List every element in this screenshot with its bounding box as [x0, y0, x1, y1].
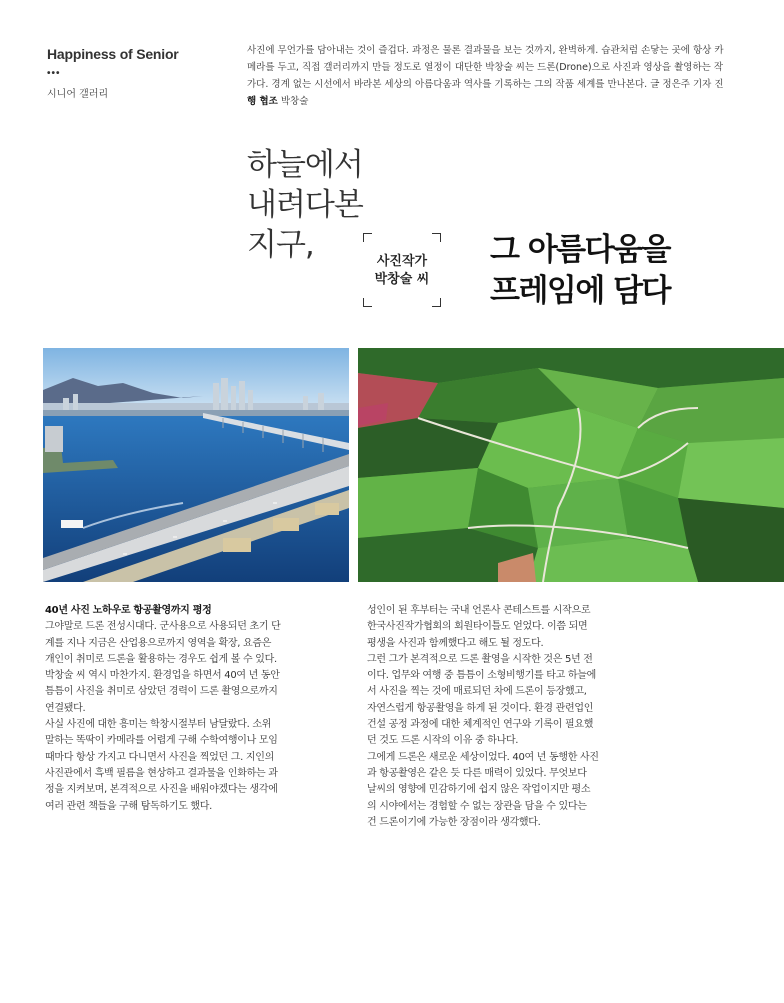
article-line: 때마다 항상 가지고 다니면서 사진을 찍었던 그. 지인의 — [45, 751, 274, 763]
article-line: 성인이 된 후부터는 국내 언론사 콘테스트를 시작으로 — [367, 605, 591, 616]
headline-line: 지구, — [247, 227, 314, 263]
section-dots: ••• — [47, 68, 61, 79]
article-heading: 40년 사진 노하우로 항공촬영까지 평정 — [45, 605, 212, 616]
intro-credit-name: 박창술 — [277, 96, 309, 107]
bracket-corner — [432, 298, 441, 307]
headline — [247, 145, 363, 265]
article-line: 이다. 업무와 여행 중 틈틈이 소형비행기를 타고 하늘에 — [367, 670, 596, 682]
article-column-right — [367, 603, 665, 831]
article-line: 그에게 드론은 새로운 세상이었다. 40여 년 동행한 사진 — [367, 751, 599, 763]
section-title: Happiness of Senior — [47, 46, 179, 62]
headline-line: 하늘에서 — [247, 147, 363, 183]
intro-line: 메라를 두고, 직접 갤러리까지 만들 정도로 열정이 대단한 박창술 씨는 드론(Drone)으로 사진과 영상을 촬영하는 작 — [247, 62, 724, 73]
intro-line: 사진에 무언가를 담아내는 것이 즐겁다. 과정은 물론 결과물을 보는 것까지, 완벽하게. 습관처럼 손닿는 곳에 항상 카 — [247, 45, 724, 56]
article-line: 건 드론이기에 가능한 장점이라 생각했다. — [367, 816, 541, 828]
photographer-label — [363, 233, 441, 307]
article-line: 자연스럽게 항공촬영을 하게 된 것이다. 환경 관련업인 — [367, 702, 594, 714]
subheadline-line: 프레임에 담다 — [490, 273, 670, 309]
intro-credit-label: 행 협조 — [247, 96, 278, 107]
section-subtitle: 시니어 갤러리 — [47, 89, 109, 100]
article-column-left — [45, 603, 350, 815]
subheadline — [490, 230, 670, 312]
photographer-text — [363, 253, 441, 289]
article-line: 건설 공정 과정에 대한 체계적인 연구와 기록이 필요했 — [367, 719, 594, 731]
article-line: 한국사진작가협회의 회원타이틀도 얻었다. 이쯤 되면 — [367, 621, 588, 633]
headline-line: 내려다본 — [247, 187, 363, 223]
article-line: 개인이 취미로 드론을 활용하는 경우도 쉽게 볼 수 있다. — [45, 653, 277, 665]
article-line: 평생을 사진과 함께했다고 해도 될 정도다. — [367, 637, 544, 649]
intro-line: 가다. 경계 없는 시선에서 바라본 세상의 아름다움과 역사를 기록하는 그의 작품 세계를 만나본다. 글 정은주 기자 진 — [247, 79, 724, 90]
bracket-corner — [432, 233, 441, 242]
article-line: 그야말로 드론 전성시대다. 군사용으로 사용되던 초기 단 — [45, 621, 281, 633]
article-line: 그런 그가 본격적으로 드론 촬영을 시작한 것은 5년 전 — [367, 653, 593, 665]
photographer-role: 사진작가 — [376, 254, 428, 269]
article-line: 서 사진을 찍는 것에 매료되던 차에 드론이 등장했고, — [367, 686, 587, 698]
intro-paragraph — [247, 42, 784, 110]
article-line: 말하는 똑딱이 카메라를 어렵게 구해 수학여행이나 모임 — [45, 735, 278, 747]
article-line: 정을 지켜보며, 본격적으로 사진을 배워야겠다는 생각에 — [45, 784, 278, 796]
article-line: 던 것도 드론 시작의 이유 중 하나다. — [367, 735, 519, 747]
article-line: 날씨의 영향에 민감하기에 쉽지 않은 작업이지만 평소 — [367, 784, 591, 796]
article-line: 사진관에서 흑백 필름을 현상하고 결과물을 인화하는 과 — [45, 767, 278, 779]
article-line: 여러 관련 책들을 구해 탐독하기도 했다. — [45, 800, 213, 812]
farmland-aerial-photo — [358, 348, 784, 582]
subheadline-line: 그 아름다움을 — [490, 232, 670, 268]
article-line: 틈틈이 사진을 취미로 삼았던 경력이 드론 촬영으로까지 — [45, 686, 278, 698]
article-line: 계를 지나 지금은 산업용으로까지 영역을 확장, 요즘은 — [45, 637, 272, 649]
intro-credit — [247, 93, 784, 110]
photographer-name: 박창술 씨 — [374, 272, 430, 287]
bracket-corner — [363, 298, 372, 307]
article-line: 박창술 씨 역시 마찬가지. 환경업을 하면서 40여 년 동안 — [45, 670, 280, 682]
article-line: 과 항공촬영은 같은 듯 다른 매력이 있었다. 무엇보다 — [367, 767, 587, 779]
article-line: 의 시야에서는 경험할 수 없는 장관을 담을 수 있다는 — [367, 800, 587, 812]
article-line: 연결됐다. — [45, 702, 86, 714]
article-line: 사실 사진에 대한 흥미는 학창시절부터 남달랐다. 소위 — [45, 719, 272, 731]
bridge-photo — [43, 348, 349, 582]
bracket-corner — [363, 233, 372, 242]
